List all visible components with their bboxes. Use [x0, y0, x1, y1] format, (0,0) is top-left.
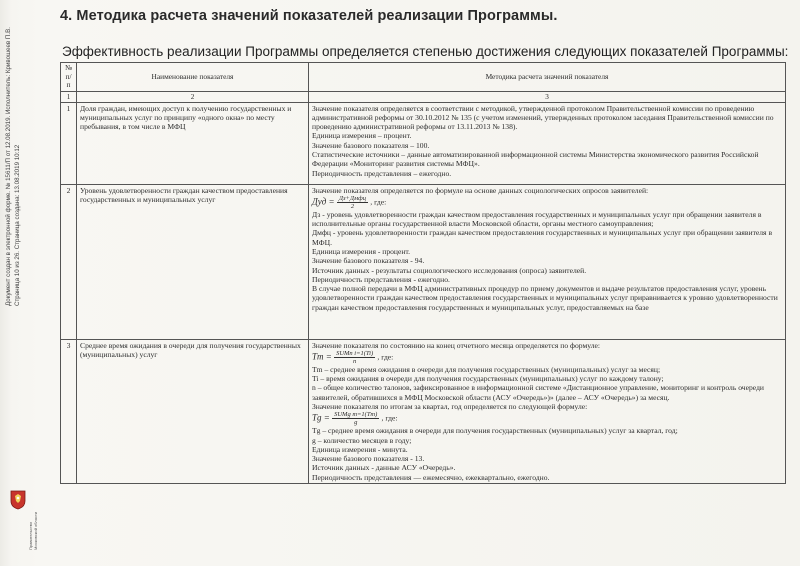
- formula-lhs: Tg =: [312, 412, 330, 423]
- method-line: Периодичность представления – ежегодно.: [312, 168, 452, 178]
- section-heading: 4. Методика расчета значений показателей реализации Программы.: [60, 8, 558, 24]
- table-row: [61, 339, 786, 484]
- seal-line-1: Правительство: [28, 521, 33, 550]
- method-line: Значение базового показателя – 100.: [312, 140, 430, 150]
- column-number-row: [61, 91, 786, 102]
- coat-of-arms-icon: [10, 490, 26, 510]
- formula: [312, 195, 782, 210]
- method-line: В случае полной передачи в МФЦ административных процедур по приему документов и выдаче результатов предоставления услуг, уровень удовлетворенности граждан качеством предоставления государственных и муниципальных услуг приравнивается к уровню удовлетворенности граждан качеством предоставления государственных и муниципальных услуг, предоставляемых на базе: [312, 284, 778, 312]
- indicator-method: [309, 184, 786, 339]
- formula-denominator: n: [352, 357, 357, 365]
- method-line: Ti – время ожидания в очереди для получения государственных (муниципальных) услуг по каждому талону;: [312, 374, 664, 384]
- method-line: Статистические источники – данные автоматизированной информационной системы Министерства экономического развития Российской Федерации «Мониторинг развития системы МФЦ».: [312, 149, 759, 169]
- table-header-row: [61, 63, 786, 92]
- formula: [312, 411, 782, 426]
- col-number-1: 1: [61, 91, 77, 102]
- method-line: Источник данных - результаты социологического исследования (опроса) заявителей.: [312, 265, 587, 275]
- method-line: Единица измерения - процент.: [312, 246, 411, 256]
- formula-fraction: [332, 411, 379, 426]
- formula-tail: , где:: [370, 197, 387, 207]
- intro-text: Эффективность реализации Программы определяется степенью достижения следующих показателей Программы:: [62, 44, 789, 59]
- formula-lhs: Tm =: [312, 351, 332, 362]
- sidebar-line-2: Страница 10 из 26. Страница создана: 13.08.2019 10:12: [14, 144, 21, 306]
- formula-fraction: [337, 195, 368, 210]
- row-number: 2: [61, 184, 77, 339]
- seal-caption: [28, 492, 48, 552]
- method-line: Tg – среднее время ожидания в очереди для получения государственных (муниципальных) услуг за квартал, год;: [312, 426, 678, 436]
- formula-lhs: Дуд =: [312, 196, 335, 207]
- sidebar-metadata: [4, 6, 26, 306]
- table-row: [61, 102, 786, 184]
- col-number-2: 2: [77, 91, 309, 102]
- method-line: Значение показателя определяется в соответствии с методикой, утвержденной протоколом Правительственной комиссии по проведению административной реформы от 30.10.2012 № 135 (с учетом изменений, утвержденных протоколом заседания Правительственной комиссии по проведению административной реформы от 13.11.2013 № 138).: [312, 103, 774, 132]
- indicator-method: [309, 339, 786, 484]
- method-line: Значение базового показателя - 94.: [312, 256, 425, 266]
- header-name: Наименование показателя: [77, 63, 309, 92]
- formula-numerator: SUMg m=1(Tm): [334, 411, 378, 419]
- method-line: Tm – среднее время ожидания в очереди для получения государственных (муниципальных) услуг за месяц;: [312, 364, 661, 374]
- header-number: № п/п: [61, 63, 77, 92]
- formula: [312, 350, 782, 365]
- indicator-name: Среднее время ожидания в очереди для получения государственных (муниципальных) услуг: [77, 339, 309, 484]
- method-line: Источник данных - данные АСУ «Очередь».: [312, 463, 456, 473]
- method-line: Значение базового показателя - 13.: [312, 454, 425, 464]
- formula-denominator: 2: [350, 202, 355, 210]
- method-line: Дмфц - уровень удовлетворенности граждан качеством предоставления государственных и муниципальных услуг при обращении заявителя в МФЦ.: [312, 228, 773, 247]
- formula-numerator: SUMn i=1(Ti): [336, 349, 374, 357]
- method-line: Периодичность представления — ежемесячно, ежеквартально, ежегодно.: [312, 472, 550, 482]
- sidebar-line-1: Документ создан в электронной форме. № 15611/П от 12.08.2019. Исполнитель: Кривошеев П.В.: [5, 27, 12, 306]
- method-intro: Значение показателя по состоянию на конец отчетного месяца определяется по формуле:: [312, 340, 600, 350]
- method-line: Периодичность представления - ежегодно.: [312, 274, 450, 284]
- row-number: 1: [61, 102, 77, 184]
- method-line: Значение показателя по итогам за квартал, год определяется по следующей формуле:: [312, 401, 588, 411]
- formula-fraction: [334, 350, 375, 365]
- formula-tail: , где:: [377, 352, 394, 362]
- indicator-name: Доля граждан, имеющих доступ к получению государственных и муниципальных услуг по принципу «одного окна» по месту пребывания, в том числе в МФЦ: [77, 102, 309, 184]
- indicators-table: [60, 62, 786, 484]
- method-line: g – количество месяцев в году;: [312, 435, 412, 445]
- formula-tail: , где:: [381, 413, 398, 423]
- method-line: Дз - уровень удовлетворенности граждан качеством предоставления государственных и муниципальных услуг при обращении заявителя в исполнительные органы государственной власти Московской области, органы местного самоуправления;: [312, 209, 762, 229]
- indicator-method: [309, 102, 786, 184]
- formula-denominator: g: [354, 419, 358, 427]
- col-number-3: 3: [309, 91, 786, 102]
- row-number: 3: [61, 339, 77, 484]
- indicator-name: Уровень удовлетворенности граждан качеством предоставления государственных и муниципальных услуг: [77, 184, 309, 339]
- formula-numerator: Дз+Дмфц: [338, 194, 367, 202]
- seal-line-2: Московской области: [33, 511, 38, 550]
- method-line: Единица измерения – процент.: [312, 131, 412, 141]
- method-line: Единица измерения - минута.: [312, 444, 408, 454]
- method-intro: Значение показателя определяется по формуле на основе данных социологических опросов заявителей:: [312, 185, 649, 195]
- method-line: n – общее количество талонов, зафиксированное в информационной системе «Дистанционное управление, мониторинг и контроль очереди заявителей, обратившихся в МФЦ Московской области (АСУ «Очередь»)» (далее – АСУ «Очередь») за месяц.: [312, 383, 764, 402]
- header-method: Методика расчета значений показателя: [309, 63, 786, 92]
- table-row: [61, 184, 786, 339]
